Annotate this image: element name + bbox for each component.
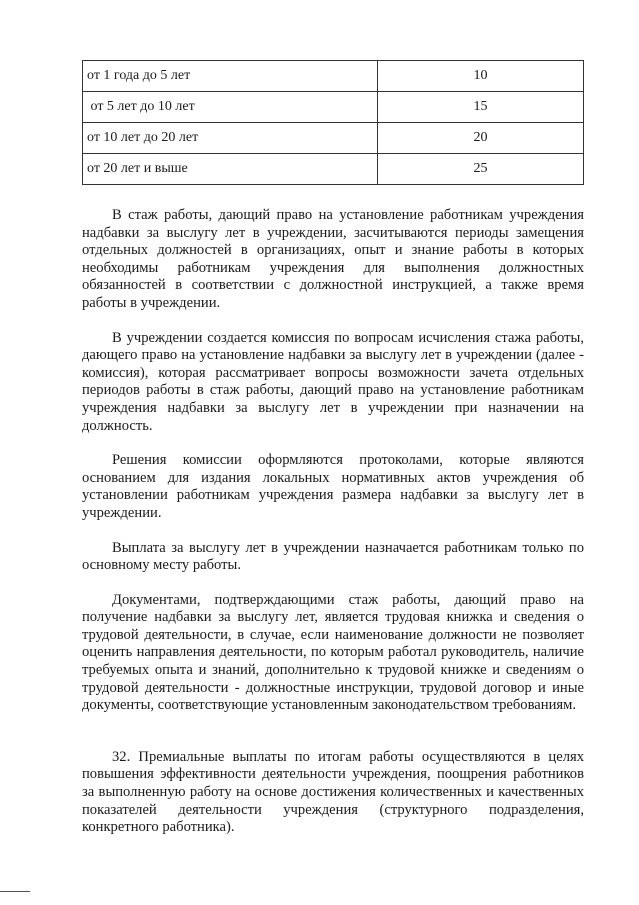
period-cell: от 10 лет до 20 лет: [83, 123, 378, 154]
paragraph-commission-decisions: Решения комиссии оформляются протоколами, которые являются основанием для издания локальных нормативных актов учреждения об установлении работникам учреждения размера надбавки за выслугу лет в учреждении.: [82, 452, 584, 521]
document-body: [82, 207, 584, 837]
percent-cell: 15: [378, 92, 584, 123]
table-row: [83, 154, 584, 185]
seniority-table: [82, 60, 584, 185]
period-cell: от 5 лет до 10 лет: [83, 92, 378, 123]
paragraph-main-workplace: Выплата за выслугу лет в учреждении назначается работникам только по основному месту работы.: [82, 539, 584, 574]
paragraph-seniority-periods: В стаж работы, дающий право на установление работникам учреждения надбавки за выслугу лет в учреждении, засчитываются периоды замещения отдельных должностей в организациях, опыт и знание работы в которых необходимы работникам учреждения для выполнения должностных обязанностей в соответствии с должностной инструкцией, а также время работы в учреждении.: [82, 207, 584, 311]
table-row: [83, 123, 584, 154]
paragraph-32-bonus: 32. Премиальные выплаты по итогам работы осуществляются в целях повышения эффективности деятельности учреждения, поощрения работников за выполненную работу на основе достижения количественных и качественных показателей деятельности учреждения (структурного подразделения, конкретного работника).: [82, 748, 584, 836]
paragraph-commission: В учреждении создается комиссия по вопросам исчисления стажа работы, дающего право на установление надбавки за выслугу лет в учреждении (далее - комиссия), которая рассматривает вопросы возможности зачета отдельных периодов работы в стаж работы, дающий право на установление работникам учреждения надбавки за выслугу лет в учреждении при назначении на должность.: [82, 329, 584, 434]
paragraph-documents: Документами, подтверждающими стаж работы, дающий право на получение надбавки за выслугу лет, является трудовая книжка и сведения о трудовой деятельности, в случае, если наименование должности не позволяет оценить направления деятельности, по которым работал руководитель, наличие требуемых опыта и знаний, дополнительно к трудовой книжке и сведениям о трудовой деятельности - должностные инструкции, трудовой договор и иные документы, соответствующие установленным законодательством требованиям.: [82, 591, 584, 714]
percent-cell: 10: [378, 61, 584, 92]
table-row: [83, 61, 584, 92]
percent-cell: 25: [378, 154, 584, 185]
margin-mark: [0, 891, 30, 892]
period-cell: от 20 лет и выше: [83, 154, 378, 185]
table-row: [83, 92, 584, 123]
period-cell: от 1 года до 5 лет: [83, 61, 378, 92]
percent-cell: 20: [378, 123, 584, 154]
